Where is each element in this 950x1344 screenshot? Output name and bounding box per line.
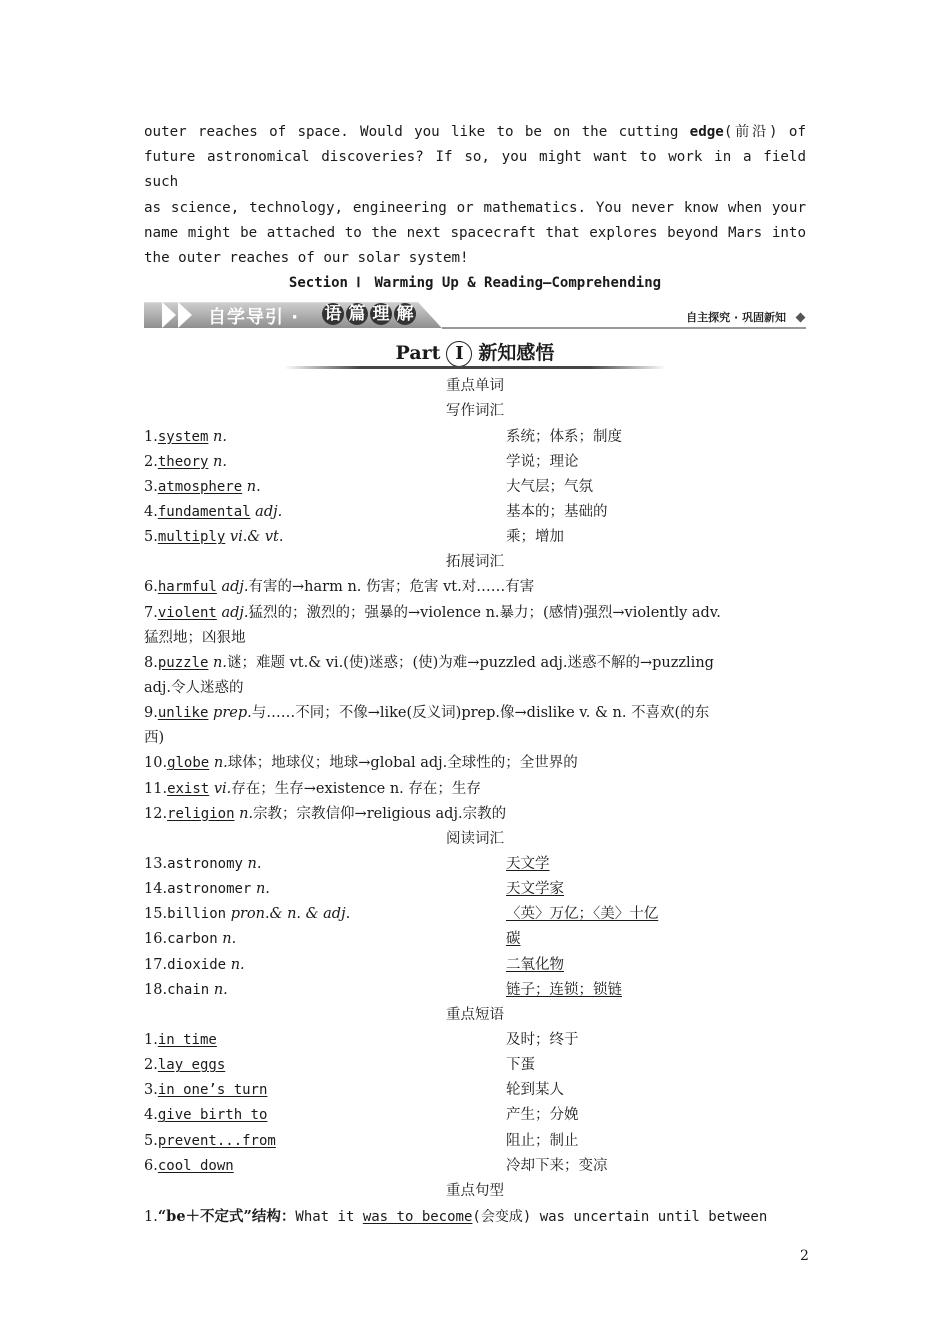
heading-key-phrases: 重点短语	[446, 1006, 504, 1023]
vocab-meaning: 基本的；基础的	[506, 503, 608, 520]
chevron-right-icon	[162, 302, 176, 328]
sentence-item: 1.“be＋不定式”结构：What it was to become(会变成) was uncertain until between	[144, 1208, 768, 1226]
vocab-row: 1.system n. 系统；体系；制度	[144, 425, 806, 450]
answer-blank: religion	[167, 805, 235, 822]
answer-blank: was to become	[362, 1209, 473, 1226]
answer-blank: puzzle	[157, 654, 209, 671]
phrase-row: 6.cool down 冷却下来；变凉	[144, 1154, 806, 1179]
banner-left-text: 自学导引 ·	[208, 307, 300, 329]
vocab-row: 18.chain n. 链子；连锁；锁链	[144, 978, 806, 1003]
vocab-row: 12.religion n.宗教；宗教信仰→religious adj.宗教的	[144, 805, 507, 822]
banner-right-text: 自主探究 · 巩固新知	[686, 311, 786, 325]
vocab-detail: 谜；难题 vt.& vi.(使)迷惑；(使)为难→puzzled adj.迷惑不解的→puzzling	[226, 654, 714, 671]
part-number: Ⅰ	[446, 341, 472, 367]
answer-blank: globe	[167, 755, 210, 772]
phrase-meaning: 阻止；制止	[506, 1132, 579, 1149]
vocab-row: 6.harmful adj.有害的→harm n. 伤害；危害 vt.对……有害	[144, 579, 535, 596]
vocab-detail: 有害的→harm n. 伤害；危害 vt.对……有害	[248, 579, 535, 596]
vocab-row: 17.dioxide n. 二氧化物	[144, 953, 806, 978]
answer-blank: theory	[157, 453, 209, 470]
vocab-detail: 宗教；宗教信仰→religious adj.宗教的	[253, 805, 507, 822]
vocab-row: 10.globe n.球体；地球仪；地球→global adj.全球性的；全世界的	[144, 755, 578, 772]
phrase-row: 5.prevent...from 阻止；制止	[144, 1129, 806, 1154]
intro-line: as science, technology, engineering or mathematics. You never know when your	[144, 199, 806, 216]
answer-blank: 二氧化物	[506, 956, 564, 973]
answer-blank: fundamental	[157, 503, 251, 520]
answer-blank: 〈英〉万亿；〈美〉十亿	[506, 906, 659, 923]
vocab-detail-cont: adj.令人迷惑的	[144, 679, 244, 696]
reading-vocab-list	[144, 852, 806, 1003]
vocab-detail-cont: 猛烈地；凶狠地	[144, 629, 246, 646]
phrase-row: 4.give birth to 产生；分娩	[144, 1103, 806, 1128]
answer-blank: give birth to	[157, 1107, 268, 1124]
diamond-icon	[796, 313, 806, 323]
vocab-meaning: 大气层；气氛	[506, 478, 593, 495]
heading-reading-vocab: 阅读词汇	[446, 830, 504, 847]
vocab-row: 7.violent adj.猛烈的；激烈的；强暴的→violence n.暴力；(感情)强烈→violently adv. 猛烈地；凶狠地	[144, 604, 721, 646]
answer-blank: atmosphere	[157, 478, 243, 495]
phrase-list	[144, 1028, 806, 1179]
vocab-detail: 与……不同；不像→like(反义词)prep.像→dislike v. & n. 不喜欢(的东	[251, 705, 710, 722]
phrase-row: 2.lay eggs 下蛋	[144, 1053, 806, 1078]
vocab-row: 9.unlike prep.与……不同；不像→like(反义词)prep.像→dislike v. & n. 不喜欢(的东 西)	[144, 705, 710, 747]
vocab-meaning: 系统；体系；制度	[506, 428, 622, 445]
phrase-meaning: 产生；分娩	[506, 1107, 579, 1124]
section-banner	[144, 300, 806, 334]
vocab-row: 11.exist vi.存在；生存→existence n. 存在；生存	[144, 780, 481, 797]
intro-line: name might be attached to the next spacecraft that explores beyond Mars into	[144, 224, 806, 241]
vocab-detail-cont: 西)	[144, 730, 165, 747]
answer-blank: cool down	[157, 1157, 234, 1174]
intro-paragraph	[144, 120, 806, 271]
vocab-detail: 存在；生存→existence n. 存在；生存	[231, 780, 481, 797]
answer-blank: 天文学	[506, 856, 550, 873]
intro-line: outer reaches of space. Would you like to be on the cutting edge(前沿) of	[144, 124, 806, 140]
heading-key-sentences: 重点句型	[446, 1182, 504, 1199]
heading-writing-vocab: 写作词汇	[446, 403, 504, 420]
answer-blank: lay eggs	[157, 1057, 226, 1074]
banner-badge-text: 语 篇 理 解	[322, 303, 418, 325]
answer-blank: in one’s turn	[157, 1082, 268, 1099]
phrase-meaning: 轮到某人	[506, 1082, 564, 1099]
intro-line: future astronomical discoveries? If so, you might want to work in a field such	[144, 149, 806, 191]
writing-vocab-list	[144, 425, 806, 551]
vocab-meaning: 乘；增加	[506, 529, 564, 546]
vocab-row: 8.puzzle n.谜；难题 vt.& vi.(使)迷惑；(使)为难→puzzled adj.迷惑不解的→puzzling adj.令人迷惑的	[144, 654, 714, 696]
vocab-row: 5.multiply vi.& vt. 乘；增加	[144, 525, 806, 550]
phrase-row: 3.in one’s turn 轮到某人	[144, 1078, 806, 1103]
phrase-meaning: 冷却下来；变凉	[506, 1157, 608, 1174]
vocab-meaning: 学说；理论	[506, 453, 579, 470]
vocab-row: 14.astronomer n. 天文学家	[144, 877, 806, 902]
answer-blank: 碳	[506, 931, 521, 948]
heading-key-words: 重点单词	[446, 378, 504, 395]
vocab-row: 16.carbon n. 碳	[144, 927, 806, 952]
answer-blank: system	[157, 428, 209, 445]
section-title: Section Ⅰ Warming Up & Reading—Comprehending	[288, 275, 662, 292]
heading-expand-vocab: 拓展词汇	[446, 554, 504, 571]
answer-blank: unlike	[157, 705, 209, 722]
vocab-row: 15.billion pron.& n. & adj. 〈英〉万亿；〈美〉十亿	[144, 902, 806, 927]
page-number: 2	[800, 1248, 809, 1264]
chevron-right-icon	[178, 302, 192, 328]
vocab-row: 4.fundamental adj. 基本的；基础的	[144, 500, 806, 525]
answer-blank: in time	[157, 1032, 217, 1049]
expand-vocab-list	[144, 575, 806, 827]
highlight-word: edge	[689, 124, 724, 140]
part-heading: Part Ⅰ 新知感悟	[144, 334, 806, 374]
vocab-row: 13.astronomy n. 天文学	[144, 852, 806, 877]
vocab-detail: 球体；地球仪；地球→global adj.全球性的；全世界的	[227, 755, 578, 772]
answer-blank: harmful	[157, 579, 217, 596]
vocab-row: 2.theory n. 学说；理论	[144, 450, 806, 475]
document-page	[144, 120, 806, 1229]
vocab-row: 3.atmosphere n. 大气层；气氛	[144, 475, 806, 500]
phrase-meaning: 下蛋	[506, 1057, 535, 1074]
answer-blank: exist	[167, 780, 210, 797]
vocab-detail: 猛烈的；激烈的；强暴的→violence n.暴力；(感情)强烈→violently adv.	[248, 604, 721, 621]
answer-blank: prevent...from	[157, 1132, 276, 1149]
answer-blank: 天文学家	[506, 881, 564, 898]
answer-blank: multiply	[157, 529, 226, 546]
phrase-meaning: 及时；终于	[506, 1032, 579, 1049]
answer-blank: violent	[157, 604, 217, 621]
answer-blank: 链子；连锁；锁链	[506, 981, 622, 998]
intro-line: the outer reaches of our solar system!	[144, 250, 469, 267]
phrase-row: 1.in time 及时；终于	[144, 1028, 806, 1053]
